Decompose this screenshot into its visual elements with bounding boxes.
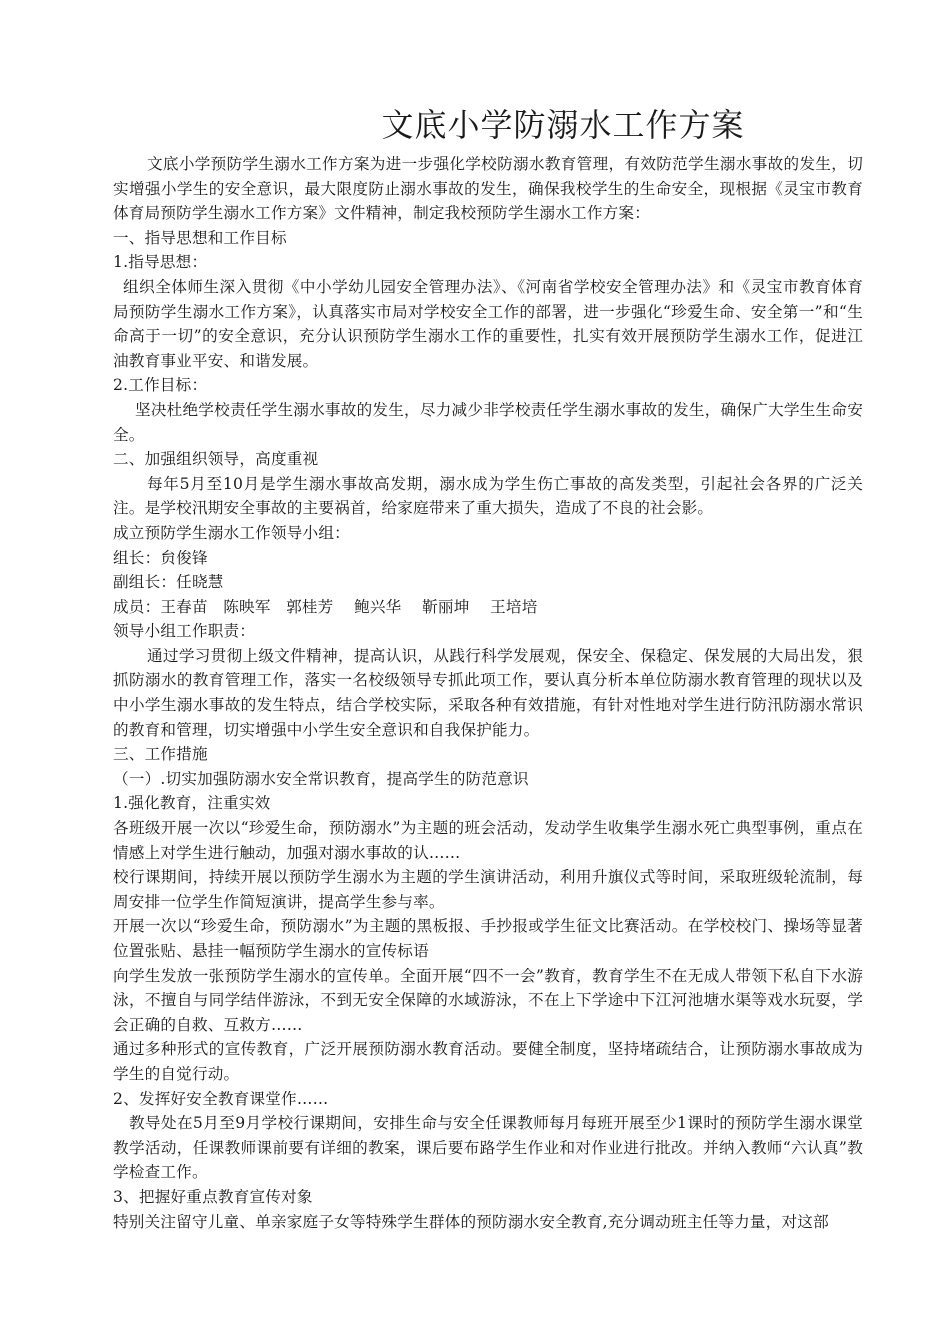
section-3-3-text: 特别关注留守儿童、单亲家庭子女等特殊学生群体的预防溺水安全教育,充分调动班主任等力量，对这部 [113,1212,829,1231]
document-page [113,98,863,1234]
section-2-heading: 二、加强组织领导，高度重视 [113,450,319,469]
paragraph-blackboard: 开展一次以“珍爱生命，预防溺水”为主题的黑板报、手抄报或学生征文比赛活动。在学校校门、操场等显著位置张贴、悬挂一幅预防学生溺水的宣传标语 [113,917,863,960]
section-1-heading: 一、指导思想和工作目标 [113,228,287,247]
section-3-1-1-heading: 1.强化教育，注重实效 [113,794,271,813]
section-3-2-text: 教导处在5月至9月学校行课期间，安排生命与安全任课教师每月每班开展至少1课时的预防学生溺水课堂教学活动，任课教师课前要有详细的教案，课后要布路学生作业和对作业进行批改。并纳入教师“六认真”教学检查工作。 [113,1114,863,1182]
section-2-text: 每年5月至10月是学生溺水事故高发期，溺水成为学生伤亡事故的高发类型，引起社会各界的广泛关注。是学校汛期安全事故的主要祸首，给家庭带来了重大损失，造成了不良的社会影。 [113,474,863,518]
section-3-1-heading: （一）.切实加强防溺水安全常识教育，提高学生的防范意识 [113,769,529,788]
duties-title: 领导小组工作职责： [113,622,256,641]
section-1-2-heading: 2.工作目标： [113,376,208,395]
section-3-3-heading: 3、把握好重点教育宣传对象 [113,1187,313,1206]
document-title: 文底小学防溺水工作方案 [381,106,745,144]
paragraph-class-meeting: 各班级开展一次以“珍爱生命，预防溺水”为主题的班会活动，发动学生收集学生溺水死亡典型事例，重点在情感上对学生进行触动，加强对溺水事故的认…… [113,819,863,862]
group-title: 成立预防学生溺水工作领导小组： [113,523,350,542]
paragraph-leaflet: 向学生发放一张预防学生溺水的宣传单。全面开展“四不一会”教育，教育学生不在无成人带领下私自下水游泳，不擅自与同学结伴游泳，不到无安全保障的水域游泳，不在上下学途中下江河池塘水渠等戏水玩耍，学会正确的自救、互救方…… [113,966,863,1034]
duties-text: 通过学习贯彻上级文件精神，提高认识，从践行科学发展观，保安全、保稳定、保发展的大局出发，狠抓防溺水的教育管理工作，落实一名校级领导专抓此项工作，要认真分析本单位防溺水教育管理的现状以及中小学生溺水事故的发生特点，结合学校实际，采取各种有效措施，有针对性地对学生进行防汛防溺水常识的教育和管理，切实增强中小学生安全意识和自我保护能力。 [113,646,863,739]
group-leader: 组长：贠俊锋 [113,548,208,567]
intro-paragraph: 文底小学预防学生溺水工作方案为进一步强化学校防溺水教育管理，有效防范学生溺水事故的发生，切实增强小学生的安全意识，最大限度防止溺水事故的发生，确保我校学生的生命安全，现根据《灵宝市教育体育局预防学生溺水工作方案》文件精神，制定我校预防学生溺水工作方案： [113,155,863,223]
paragraph-publicity: 通过多种形式的宣传教育，广泛开展预防溺水教育活动。要健全制度，坚持堵疏结合，让预防溺水事故成为学生的自觉行动。 [113,1040,863,1083]
section-3-heading: 三、工作措施 [113,745,208,764]
section-1-2-text: 坚决杜绝学校责任学生溺水事故的发生，尽力减少非学校责任学生溺水事故的发生，确保广大学生生命安全。 [113,400,863,444]
section-1-1-text: 组织全体师生深入贯彻《中小学幼儿园安全管理办法》、《河南省学校安全管理办法》和《灵宝市教育体育局预防学生溺水工作方案》，认真落实市局对学校安全工作的部署，进一步强化“珍爱生命、安全第一”和“生命高于一切”的安全意识，充分认识预防学生溺水工作的重要性，扎实有效开展预防学生溺水工作，促进江油教育事业平安、和谐发展。 [113,277,863,370]
group-members: 成员：王春苗 陈映军 郭桂芳 鲍兴华 靳丽坤 王培培 [113,597,538,616]
group-vice-leader: 副组长：任晓慧 [113,573,224,592]
paragraph-speech: 校行课期间，持续开展以预防学生溺水为主题的学生演讲活动，利用升旗仪式等时间，采取班级轮流制，每周安排一位学生作简短演讲，提高学生参与率。 [113,868,863,911]
section-3-2-heading: 2、发挥好安全教育课堂作…… [113,1089,329,1108]
section-1-1-heading: 1.指导思想： [113,253,208,272]
